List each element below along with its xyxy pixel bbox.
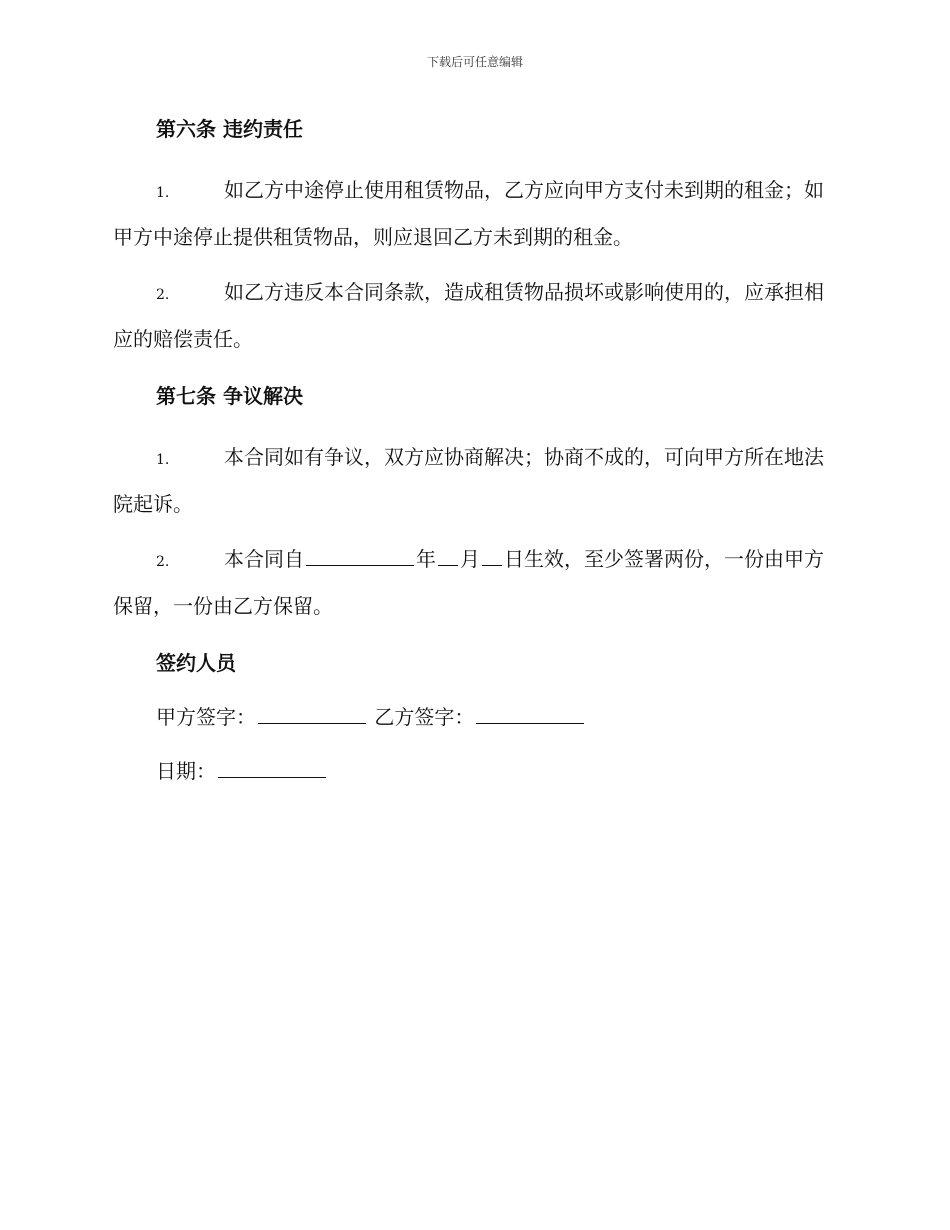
item-text-part3: 月 xyxy=(460,547,480,571)
article-7-item-2 xyxy=(113,537,835,628)
party-b-signature-label: 乙方签字： xyxy=(374,705,475,729)
page-header-note: 下载后可任意编辑 xyxy=(426,55,523,69)
date-line xyxy=(113,756,835,786)
item-text-part1: 本合同自 xyxy=(224,547,304,571)
item-text-part4: 日生效，至少签署两份，一份由甲方保留，一份由乙方保留。 xyxy=(113,547,824,618)
date-label: 日期： xyxy=(156,759,216,783)
item-text: 如乙方中途停止使用租赁物品，乙方应向甲方支付未到期的租金；如甲方中途停止提供租赁物品，则应退回乙方未到期的租金。 xyxy=(113,178,824,249)
date-blank[interactable] xyxy=(218,757,326,778)
item-number: 1. xyxy=(156,452,170,468)
year-blank[interactable] xyxy=(306,545,414,566)
party-a-signature-blank[interactable] xyxy=(258,703,366,724)
day-blank[interactable] xyxy=(482,545,502,566)
item-number: 2. xyxy=(156,287,170,303)
contract-body xyxy=(113,114,835,786)
item-text-part2: 年 xyxy=(416,547,436,571)
item-text: 本合同如有争议，双方应协商解决；协商不成的，可向甲方所在地法院起诉。 xyxy=(113,445,824,516)
article-6-item-1 xyxy=(113,168,835,259)
party-b-signature-blank[interactable] xyxy=(476,703,584,724)
article-7-item-1 xyxy=(113,435,835,526)
article-6-title: 第六条 违约责任 xyxy=(156,117,303,141)
signature-line xyxy=(113,702,835,732)
article-7-title: 第七条 争议解决 xyxy=(156,384,303,408)
item-number: 2. xyxy=(156,554,170,570)
item-text: 如乙方违反本合同条款，造成租赁物品损坏或影响使用的，应承担相应的赔偿责任。 xyxy=(113,280,824,351)
item-number: 1. xyxy=(156,185,170,201)
signatures-title: 签约人员 xyxy=(156,651,236,675)
party-a-signature-label: 甲方签字： xyxy=(156,705,256,729)
month-blank[interactable] xyxy=(438,545,458,566)
article-6-item-2 xyxy=(113,270,835,361)
